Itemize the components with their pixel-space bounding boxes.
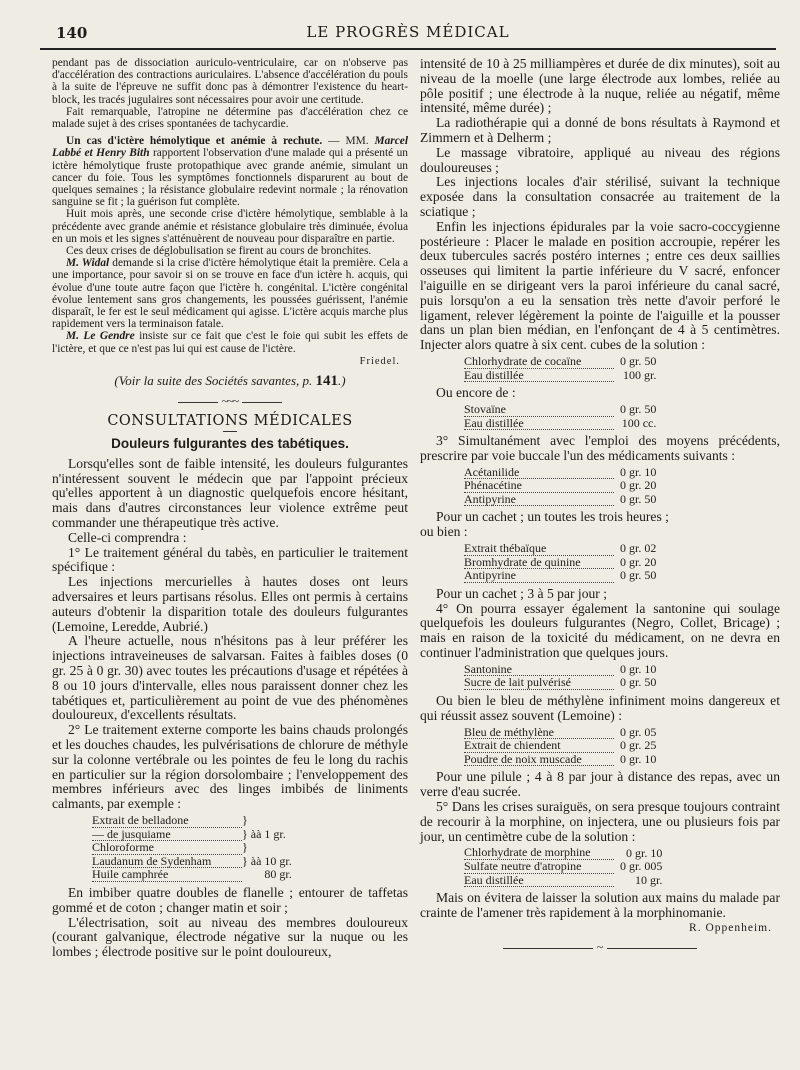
prescription-row bbox=[464, 752, 656, 766]
paragraph: pendant pas de dissociation auriculo-ventriculaire, car on n'observe pas d'accélération des contractions auriculaires. L'absence d'accélération du pouls à la suite de l'épreuve ne suffit donc pas à démontrer l'existence du heart-block, les tracés jugulaires sont nécessaires pour avoir une certitude. bbox=[52, 57, 408, 106]
report-text: rapportent l'observation d'une malade qui a présenté un ictère hémolytique fruste protopathique avec grande anémie, simulant un cancer du foie. Tous les symptômes fonctionnels disparurent au bout de quelques semaines ; la résistance globulaire redevint normale ; la rénovation sanguine se fit ; la guérison fut complète. bbox=[52, 147, 408, 209]
prescription-row bbox=[464, 846, 662, 859]
paragraph: Fait remarquable, l'atropine ne détermine pas d'accélération chez ce malade sujet à des crises spontanées de tachycardie. bbox=[52, 105, 408, 131]
ref-text: (Voir la suite des Sociétés savantes, p. bbox=[114, 372, 316, 388]
divider bbox=[223, 431, 237, 432]
paragraph: Celle-ci comprendra : bbox=[68, 529, 187, 545]
ingredient: Chlorhydrate de cocaïne bbox=[464, 355, 614, 368]
dose: 0 gr. 50 bbox=[620, 354, 657, 369]
paragraph: Ces deux crises de déglobulisation se firent au cours de bronchites. bbox=[66, 245, 372, 258]
paragraph: Pour un cachet ; un toutes les trois heures ; bbox=[436, 509, 669, 525]
prescription-row bbox=[464, 403, 656, 416]
continuation-reference bbox=[52, 373, 408, 390]
paragraph: Les injections mercurielles à hautes doses ont leurs adversaires et leurs partisans résolus. Elles ont permis à certains auteurs d'obtenir la disparition totale des douleurs fulgurantes (Lemoine, Leredde, Aubrié.) bbox=[52, 574, 408, 634]
dose: 0 gr. 05 bbox=[620, 724, 657, 739]
ingredient: Eau distillée bbox=[464, 416, 614, 430]
prescription-row bbox=[464, 479, 656, 493]
dose: 0 gr. 50 bbox=[620, 491, 657, 506]
prescription-row bbox=[464, 569, 656, 583]
prescription-table bbox=[464, 663, 656, 690]
dose: 0 gr. 005 bbox=[620, 858, 663, 873]
prescription-table bbox=[464, 466, 656, 507]
paragraph: Enfin les injections épidurales par la voie sacro-coccygienne postérieure : Placer le malade en position accroupie, repérer les deux tubercules sacrés postéro internes ; entre ces deux saillies osseuses qui limitent la partie inférieure du V sacré, enfoncer l'aiguille en se dirigeant vers la paroi inférieure du canal sacré, puis lorsqu'on a eu la sensation très nette d'avoir perforé le ligament, relever légèrement la pointe de l'aiguille et la pousser dans un plan bien médian, en l'enfonçant de 4 à 5 centimètres. Injecter alors quatre à six cent. cubes de la solution : bbox=[420, 218, 780, 353]
prescription-row bbox=[464, 492, 656, 506]
section-ornament: ~~~ bbox=[52, 394, 408, 409]
prescription-row bbox=[464, 663, 656, 676]
dose: 0 gr. 10 bbox=[620, 464, 657, 479]
article-author: R. Oppenheim. bbox=[689, 921, 772, 934]
prescription-table bbox=[464, 355, 656, 382]
prescription-row bbox=[464, 555, 656, 569]
prescription-row bbox=[464, 726, 656, 739]
ingredient: Sucre de lait pulvérisé bbox=[464, 676, 614, 690]
ingredient: — de jusquiame bbox=[92, 827, 242, 841]
ref-page: 141 bbox=[315, 372, 338, 389]
ingredient: Eau distillée bbox=[464, 873, 614, 887]
paragraph: Lorsqu'elles sont de faible intensité, les douleurs fulgurantes n'intéressent souvent le médecin que par l'appoint précieux qu'elles apportent à un diagnostic quelquefois encore hésitant, mais dans d'autres circonstances leur violence extrême peut commander une thérapeutique très active. bbox=[52, 455, 408, 531]
end-ornament: ~ bbox=[420, 940, 780, 955]
dose: } bbox=[242, 840, 248, 855]
page-number: 140 bbox=[56, 24, 88, 42]
paragraph: Pour une pilule ; 4 à 8 par jour à distance des repas, avec un verre d'eau sucrée. bbox=[420, 769, 780, 800]
article-title: Douleurs fulgurantes des tabétiques. bbox=[111, 435, 349, 451]
ingredient: Huile camphrée bbox=[92, 868, 242, 882]
ingredient: Bleu de méthylène bbox=[464, 726, 614, 739]
paragraph: Les injections locales d'air stérilisé, suivant la technique exposée dans la consultation consacrée au traitement de la sciatique ; bbox=[420, 174, 780, 219]
ingredient: Bromhydrate de quinine bbox=[464, 555, 614, 569]
ingredient: Phénacétine bbox=[464, 479, 614, 493]
prescription-row bbox=[92, 814, 292, 827]
dose: 0 gr. 10 bbox=[626, 845, 663, 860]
ingredient: Extrait de chiendent bbox=[464, 739, 614, 753]
paragraph: Ou encore de : bbox=[436, 385, 516, 401]
prescription-row bbox=[92, 841, 292, 855]
ingredient: Extrait thébaïque bbox=[464, 542, 614, 555]
dose: 0 gr. 20 bbox=[620, 554, 657, 569]
prescription-row bbox=[464, 542, 656, 555]
ingredient: Chlorhydrate de morphine bbox=[464, 846, 614, 859]
prescription-row bbox=[464, 355, 656, 368]
dose: } àà 1 gr. bbox=[242, 826, 286, 841]
ingredient: Laudanum de Sydenham bbox=[92, 854, 242, 868]
dose: 100 gr. bbox=[623, 367, 657, 382]
dash: — MM. bbox=[322, 135, 375, 148]
ingredient: Stovaïne bbox=[464, 403, 614, 416]
dose: 10 gr. bbox=[635, 872, 663, 887]
prescription-table bbox=[464, 726, 656, 767]
paragraph: La radiothérapie qui a donné de bons résultats à Raymond et Zimmern et à Delherm ; bbox=[420, 115, 780, 145]
paragraph: ou bien : bbox=[420, 524, 468, 540]
ingredient: Chloroforme bbox=[92, 841, 242, 855]
paragraph: 1° Le traitement général du tabès, en particulier le traitement spécifique : bbox=[52, 544, 408, 575]
prescription-table bbox=[464, 542, 656, 583]
paragraph bbox=[52, 135, 408, 208]
paragraph: L'électrisation, soit au niveau des membres douloureux (courant galvanique, électrode négative sur la nuque ou les lombes ; électrode positive sur le point douloureux, bbox=[52, 914, 408, 960]
journal-title: LE PROGRÈS MÉDICAL bbox=[306, 23, 510, 41]
prescription-row bbox=[464, 416, 656, 430]
paragraph: Le massage vibratoire, appliqué au niveau des régions douloureuses ; bbox=[420, 144, 780, 175]
prescription-row bbox=[464, 676, 656, 690]
paragraph bbox=[52, 257, 408, 330]
paragraph: En imbiber quatre doubles de flanelle ; entourer de taffetas gommé et de coton ; changer matin et soir ; bbox=[52, 884, 408, 915]
ingredient: Extrait de belladone bbox=[92, 814, 242, 827]
paragraph: 3° Simultanément avec l'emploi des moyens précédents, prescrire par voie buccale l'un des médicaments suivants : bbox=[420, 433, 780, 463]
paragraph bbox=[52, 330, 408, 354]
dose: 0 gr. 50 bbox=[620, 675, 657, 690]
prescription-table bbox=[92, 814, 292, 882]
prescription-row bbox=[464, 873, 662, 887]
author-names: Marcel Labbé et Henry Bith bbox=[52, 135, 408, 160]
ingredient: Eau distillée bbox=[464, 368, 614, 382]
dose: 80 gr. bbox=[264, 867, 292, 882]
prescription-table bbox=[464, 846, 662, 887]
prescription-row bbox=[92, 854, 292, 868]
ref-close: .) bbox=[338, 372, 346, 388]
paragraph: Mais on évitera de laisser la solution aux mains du malade par crainte de l'amener très rapidement à la morphinomanie. bbox=[420, 890, 780, 920]
dose: 0 gr. 10 bbox=[620, 662, 657, 677]
paragraph: A l'heure actuelle, nous n'hésitons pas à leur préférer les injections intraveineuses de salvarsan. Faites à faibles doses (0 gr. 25 à 0 gr. 30) avec toutes les précautions d'usage et répétées à 8 ou 10 jours d'intervalle, elles nous paraissent donner chez les tabétiques et, particulièrement au point de vue des phénomènes douloureux, d'excellents résultats. bbox=[52, 633, 408, 723]
prescription-row bbox=[464, 368, 656, 382]
dose: } bbox=[242, 813, 248, 828]
speaker-name: M. Le Gendre bbox=[66, 330, 135, 343]
dose: 0 gr. 20 bbox=[620, 478, 657, 493]
paragraph: Ou bien le bleu de méthylène infiniment moins dangereux et qui réussit assez souvent (Lemoine) : bbox=[420, 693, 780, 723]
speaker-text: insiste sur ce fait que c'est le foie qui subit les effets de l'ictère, et que ce n'est pas lui qui est cause de l'ictère. bbox=[52, 330, 408, 355]
right-column bbox=[420, 57, 780, 955]
signature: Friedel. bbox=[359, 355, 400, 367]
prescription-row bbox=[464, 466, 656, 479]
dose: 0 gr. 50 bbox=[620, 402, 657, 417]
dose: 0 gr. 10 bbox=[620, 751, 657, 766]
speaker-text: demande si la crise d'ictère hémolytique était la première. Cela a une importance, pour savoir si on se trouve en face d'un ictère h. acquis, qui évolue d'une toute autre façon que l'ictère h. congénital. L'ictère congénital évolue lentement sans gros changements, les poussées guérissent, l'anémie disparaît, le fer est le seul médicament qui agisse. L'ictère acquis marche plus rapidement vers la terminaison fatale. bbox=[52, 257, 408, 331]
section-title: CONSULTATIONS MÉDICALES bbox=[107, 412, 353, 429]
paragraph: Huit mois après, une seconde crise d'ictère hémolytique, semblable à la précédente avec grande anémie et résistance globulaire très diminuée, évolua en un mois et les signes s'atténuèrent de nouveau pour disparaître en partie. bbox=[52, 208, 408, 245]
ingredient: Poudre de noix muscade bbox=[464, 752, 614, 766]
paragraph: 4° On pourra essayer également la santonine qui soulage quelquefois les douleurs fulgurantes (Negro, Collet, Bricage) ; mais en raison de la toxicité du médicament, on ne devra en continuer l'administration que quelques jours. bbox=[420, 600, 780, 661]
paragraph: Pour un cachet ; 3 à 5 par jour ; bbox=[436, 585, 608, 601]
ingredient: Acétanilide bbox=[464, 466, 614, 479]
prescription-row bbox=[464, 859, 662, 873]
paragraph: intensité de 10 à 25 milliampères et durée de dix minutes), soit au niveau de la moelle (une large électrode aux lombes, reliée au pôle positif ; une électrode à la nuque, reliée au négatif, même intensité, même durée) ; bbox=[420, 56, 780, 116]
ingredient: Sulfate neutre d'atropine bbox=[464, 859, 614, 873]
prescription-row bbox=[92, 827, 292, 841]
dose: 100 cc. bbox=[621, 415, 657, 430]
paragraph: 5° Dans les crises suraiguës, on sera presque toujours contraint de recourir à la morphine, on injectera, une ou plusieurs fois par jour, un centimètre cube de la solution : bbox=[420, 799, 780, 844]
speaker-name: M. Widal bbox=[66, 257, 110, 270]
dose: 0 gr. 02 bbox=[620, 541, 657, 556]
ingredient: Antipyrine bbox=[464, 492, 614, 506]
dose: 0 gr. 25 bbox=[620, 738, 657, 753]
prescription-row bbox=[464, 739, 656, 753]
report-title: Un cas d'ictère hémolytique et anémie à rechute. bbox=[66, 135, 323, 148]
prescription-table bbox=[464, 403, 656, 430]
ingredient: Santonine bbox=[464, 663, 614, 676]
ingredient: Antipyrine bbox=[464, 569, 614, 583]
dose: 0 gr. 50 bbox=[620, 568, 657, 583]
paragraph: 2° Le traitement externe comporte les bains chauds prolongés et les douches chaudes, les pulvérisations de chlorure de méthyle sur la colonne vertébrale ou les pointes de feu le long du rachis en particulier sur la région dorsolombaire ; l'enveloppement des membres inférieurs avec des linges imbibés de liniments calmants, par exemple : bbox=[52, 722, 408, 812]
prescription-row bbox=[92, 868, 292, 882]
left-column bbox=[52, 57, 408, 960]
page-header bbox=[40, 22, 776, 50]
dose: } àà 10 gr. bbox=[242, 853, 292, 868]
